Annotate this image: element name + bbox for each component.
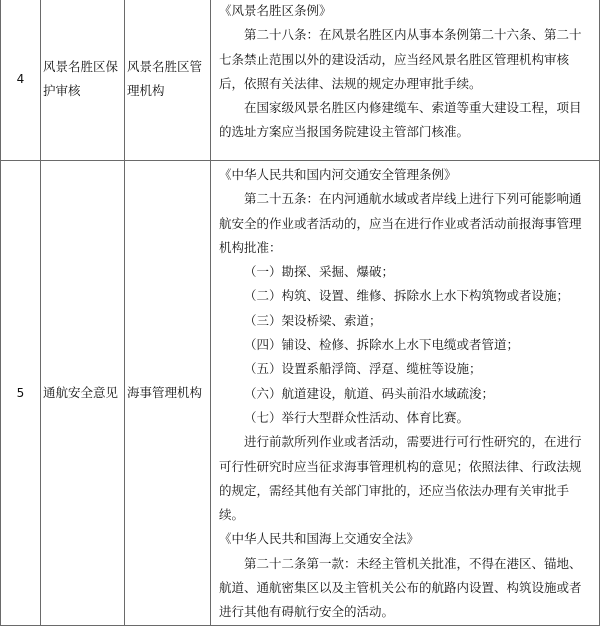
list-item: （五）设置系船浮筒、浮趸、缆桩等设施； [244, 361, 482, 377]
table-row [1, 161, 600, 626]
regulation-title: 《中华人民共和国内河交通安全管理条例》 [219, 167, 457, 182]
legal-basis [211, 0, 600, 161]
list-item: （一）勘探、采掘、爆破； [244, 264, 395, 280]
article-text: 进行前款所列作业或者活动，需要进行可行性研究的，在进行可行性研究时应当征求海事管理机构的意见；依照法律、行政法规的规定，需经其他有关部门审批的，还应当依法办理有关审批手续。 [219, 434, 582, 523]
list-item: （三）架设桥梁、索道； [244, 312, 382, 328]
article-text: 第二十五条：在内河通航水域或者岸线上进行下列可能影响通航安全的作业或者活动的，应当在进行作业或者活动前报海事管理机构批准： [219, 191, 582, 255]
approval-item: 通航安全意见 [41, 161, 125, 626]
article-text: 第二十二条第一款：未经主管机关批准，不得在港区、锚地、航道、通航密集区以及主管机关公布的航路内设置、构筑设施或者进行其他有碍航行安全的活动。 [219, 555, 582, 620]
department: 海事管理机构 [125, 161, 211, 626]
row-number: 4 [1, 0, 41, 161]
approval-item: 风景名胜区保护审核 [41, 0, 125, 161]
department: 风景名胜区管理机构 [125, 0, 211, 161]
list-item: （四）铺设、检修、拆除水上水下电缆或者管道； [244, 337, 520, 353]
regulation-title: 《中华人民共和国海上交通安全法》 [219, 531, 420, 547]
article-text: 在国家级风景名胜区内修建缆车、索道等重大建设工程，项目的选址方案应当报国务院建设主管部门核准。 [219, 100, 582, 140]
row-number: 5 [1, 161, 41, 626]
list-item: （六）航道建设，航道、码头前沿水域疏浚； [244, 385, 495, 401]
regulation-title: 《风景名胜区条例》 [219, 3, 332, 18]
list-item: （七）举行大型群众性活动、体育比赛。 [244, 409, 470, 425]
list-item: （二）构筑、设置、维修、拆除水上水下构筑物或者设施； [244, 288, 570, 304]
article-text: 第二十八条：在风景名胜区内从事本条例第二十六条、第二十七条禁止范围以外的建设活动，应当经风景名胜区管理机构审核后，依照有关法律、法规的规定办理审批手续。 [219, 27, 582, 91]
table-row [1, 0, 600, 161]
legal-basis [211, 161, 600, 626]
